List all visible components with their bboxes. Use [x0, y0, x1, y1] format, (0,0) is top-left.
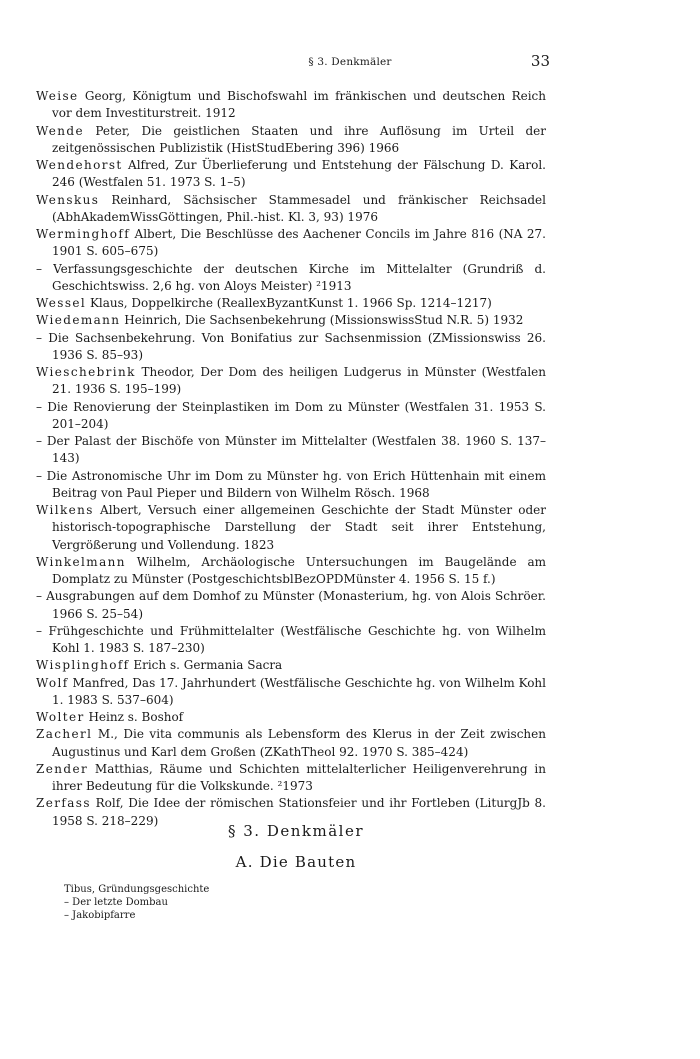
entry-text: Rolf, Die Idee der römischen Stationsfeier und ihr Fortleben (LiturgJb 8. 1958 S. 218–229) [52, 796, 546, 828]
entry-author: Wolf [36, 675, 69, 690]
continuation-dash: – [36, 623, 49, 638]
bibliography-entry [36, 623, 546, 658]
entry-text: Heinz s. Boshof [84, 710, 184, 724]
entry-text: Peter, Die geistlichen Staaten und ihre Auflösung im Urteil der zeitgenössischen Publizistik (HistStudEbering 396) 1966 [52, 123, 546, 155]
continuation-dash: – [36, 261, 54, 276]
entry-author: Wieschebrink [36, 365, 136, 379]
entry-author: Werminghoff [36, 227, 131, 241]
entry-author: Wolter [36, 710, 85, 724]
entry-author: Zacherl [36, 727, 93, 742]
bibliography-entry [36, 399, 546, 434]
bibliography-entry [36, 261, 546, 296]
entry-text: Die Sachsenbekehrung. Von Bonifatius zur Sachsenmission (ZMissionswiss 26. 1936 S. 85–93) [48, 330, 546, 362]
bibliography-entry [36, 433, 546, 468]
entry-text: Klaus, Doppelkirche (ReallexByzantKunst 1. 1966 Sp. 1214–1217) [86, 296, 492, 310]
bibliography-entry [36, 709, 546, 726]
page-number: 33 [530, 52, 550, 70]
entry-text: Alfred, Zur Überlieferung und Entstehung der Fälschung D. Karol. 246 (Westfalen 51. 1973 S. 1–5) [52, 158, 546, 190]
entry-text: Albert, Die Beschlüsse des Aachener Concils im Jahre 816 (NA 27. 1901 S. 605–675) [52, 227, 546, 259]
continuation-dash: – [36, 330, 49, 345]
entry-author: Wisplinghoff [36, 658, 130, 673]
bibliography-entry [36, 726, 546, 761]
entry-author: Wenskus [36, 192, 100, 207]
bibliography-entry [36, 123, 546, 158]
bibliography-entry [36, 588, 546, 623]
note-item: – Der letzte Dombau [64, 897, 168, 908]
entry-text: Verfassungsgeschichte der deutschen Kirche im Mittelalter (Grundriß d. Geschichtswiss. 2,6 hg. von Aloys Meister) ²1913 [52, 261, 546, 293]
entry-text: Matthias, Räume und Schichten mittelalterlicher Heiligenverehrung in ihrer Bedeutung für die Volkskunde. ²1973 [52, 761, 546, 793]
entry-text: Frühgeschichte und Frühmittelalter (Westfälische Geschichte hg. von Wilhelm Kohl 1. 1983 S. 187–230) [48, 623, 546, 655]
entry-author: Wessel [36, 296, 87, 310]
bibliography-entry [36, 88, 546, 123]
continuation-dash: – [36, 589, 47, 604]
entry-author: Zender [36, 761, 89, 776]
entry-author: Winkelmann [36, 554, 126, 569]
notes-list [64, 883, 364, 922]
bibliography-list [36, 88, 546, 830]
continuation-dash: – [36, 468, 47, 483]
bibliography-entry [36, 468, 546, 503]
entry-text: Die Astronomische Uhr im Dom zu Münster hg. von Erich Hüttenhain mit einem Beitrag von Paul Pieper und Bildern von Wilhelm Rösch. 1968 [46, 468, 546, 500]
entry-text: Manfred, Das 17. Jahrhundert (Westfälische Geschichte hg. von Wilhelm Kohl 1. 1983 S. 537–604) [52, 675, 546, 707]
entry-text: Die Renovierung der Steinplastiken im Dom zu Münster (Westfalen 31. 1953 S. 201–204) [47, 399, 546, 431]
entry-text: Theodor, Der Dom des heiligen Ludgerus in Münster (Westfalen 21. 1936 S. 195–199) [52, 365, 546, 397]
entry-text: Wilhelm, Archäologische Untersuchungen im Baugelände am Domplatz zu Münster (PostgeschichtsblBezOPDMünster 4. 1956 S. 15 f.) [52, 554, 546, 586]
entry-text: Albert, Versuch einer allgemeinen Geschichte der Stadt Münster oder historisch-topographische Darstellung der Stadt seit ihrer Entstehung, Vergrößerung und Vollendung. 1823 [52, 503, 546, 552]
bibliography-entry [36, 330, 546, 365]
entry-text: M., Die vita communis als Lebensform des Klerus in der Zeit zwischen Augustinus und Karl dem Großen (ZKathTheol 92. 1970 S. 385–424) [52, 727, 546, 759]
bibliography-entry [36, 554, 546, 589]
entry-author: Wendehorst [36, 158, 123, 172]
subsection-heading: A. Die Bauten [235, 853, 357, 871]
entry-text: Erich s. Germania Sacra [129, 658, 283, 673]
bibliography-entry [36, 192, 546, 227]
entry-text: Heinrich, Die Sachsenbekehrung (MissionswissStud N.R. 5) 1932 [120, 313, 524, 328]
bibliography-entry [36, 226, 546, 261]
entry-author: Wende [36, 123, 84, 138]
entry-text: Ausgrabungen auf dem Domhof zu Münster (Monasterium, hg. von Alois Schröer. 1966 S. 25–54) [46, 589, 546, 621]
bibliography-entry [36, 657, 546, 674]
entry-text: Reinhard, Sächsischer Stammesadel und fränkischer Reichsadel (AbhAkademWissGöttingen, Phil.-hist. Kl. 3, 93) 1976 [52, 192, 546, 224]
continuation-dash: – [36, 399, 48, 414]
bibliography-entry [36, 295, 546, 312]
bibliography-entry [36, 502, 546, 554]
entry-text: Der Palast der Bischöfe von Münster im Mittelalter (Westfalen 38. 1960 S. 137–143) [46, 434, 546, 466]
entry-author: Weise [36, 89, 79, 103]
entry-author: Zerfass [36, 796, 91, 811]
bibliography-entry [36, 157, 546, 192]
entry-text: Georg, Königtum und Bischofswahl im fränkischen und deutschen Reich vor dem Investiturstreit. 1912 [52, 89, 546, 121]
continuation-dash: – [36, 434, 47, 448]
running-head: § 3. Denkmäler [308, 56, 392, 68]
bibliography-entry [36, 675, 546, 710]
entry-author: Wilkens [36, 503, 94, 517]
bibliography-entry [36, 364, 546, 399]
note-item: – Jakobipfarre [64, 910, 136, 921]
bibliography-entry [36, 312, 546, 329]
bibliography-entry [36, 761, 546, 796]
entry-author: Wiedemann [36, 313, 121, 328]
section-heading: § 3. Denkmäler [227, 822, 364, 840]
note-item: Tibus, Gründungsgeschichte [64, 884, 210, 895]
